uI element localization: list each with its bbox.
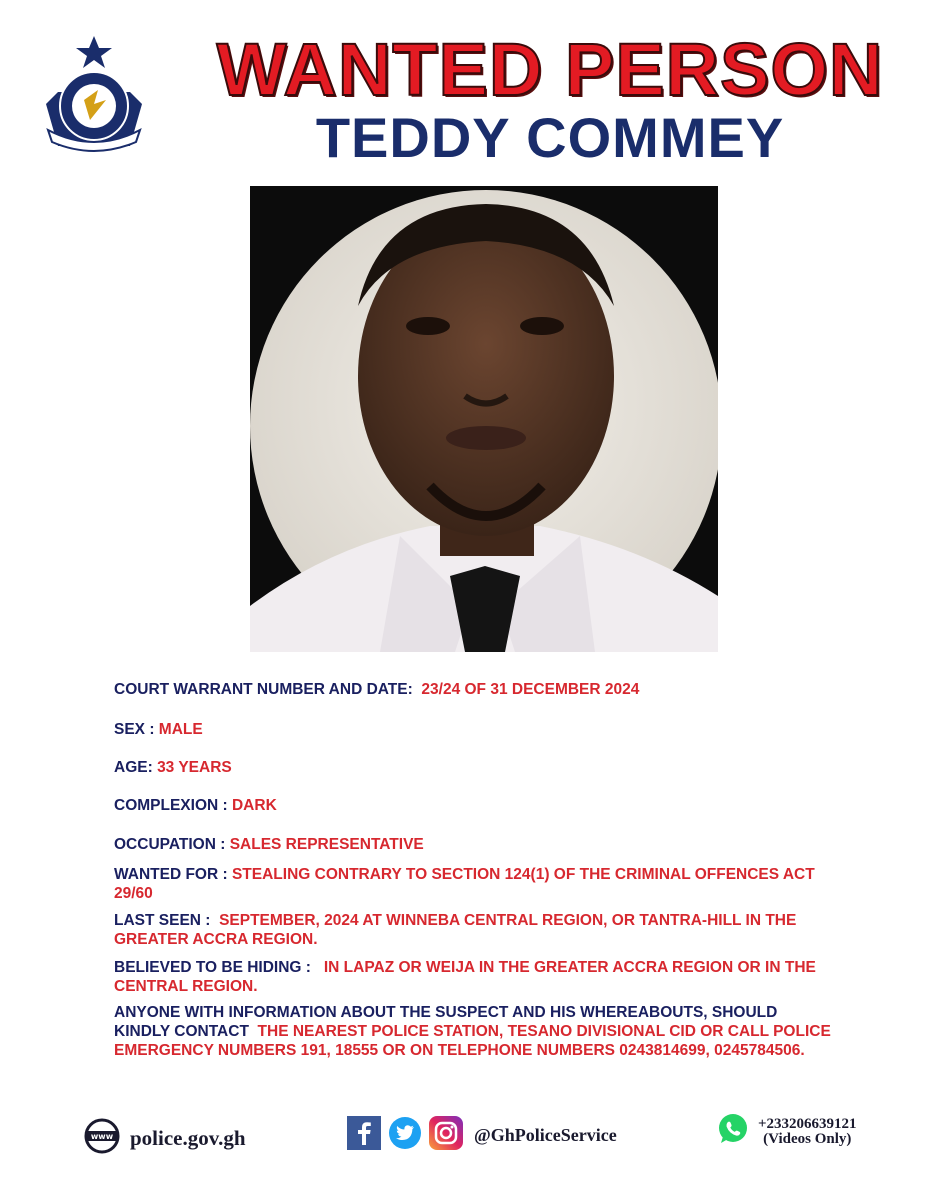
page-title: WANTED PERSON [216, 28, 884, 111]
contact-row [114, 1003, 834, 1060]
occupation-row [114, 835, 424, 854]
suspect-photo [250, 186, 718, 652]
last-seen-row [114, 911, 834, 949]
whatsapp-block[interactable] [716, 1112, 857, 1151]
website-link[interactable]: police.gov.gh [130, 1126, 246, 1150]
whatsapp-note: (Videos Only) [763, 1130, 852, 1147]
contact-label: ANYONE WITH INFORMATION ABOUT THE SUSPECT AND HIS WHEREABOUTS, SHOULD KINDLY CONTACT [114, 1004, 778, 1040]
hiding-value: IN LAPAZ OR WEIJA IN THE GREATER ACCRA REGION OR IN THE CENTRAL REGION. [114, 959, 816, 995]
warrant-row [114, 680, 639, 699]
sex-value: MALE [158, 721, 203, 738]
age-row [114, 758, 232, 777]
svg-text:www: www [90, 1132, 114, 1141]
warrant-label: COURT WARRANT NUMBER AND DATE: [114, 681, 413, 698]
wanted-for-row [114, 865, 834, 903]
contact-value: THE NEAREST POLICE STATION, TESANO DIVISIONAL CID OR CALL POLICE EMERGENCY NUMBERS 191, 18555 OR ON TELEPHONE NUMBERS 0243814699, 0245784506. [114, 1023, 831, 1059]
footer [0, 1112, 943, 1162]
wanted-person-name: TEDDY COMMEY [315, 106, 785, 169]
age-label: AGE: [114, 759, 153, 776]
sex-label: SEX : [114, 721, 155, 738]
wanted-for-value: STEALING CONTRARY TO SECTION 124(1) OF THE CRIMINAL OFFENCES ACT 29/60 [114, 866, 815, 902]
social-handle[interactable]: @GhPoliceService [474, 1125, 617, 1145]
occupation-value: SALES REPRESENTATIVE [229, 836, 424, 853]
hiding-label: BELIEVED TO BE HIDING : [114, 959, 311, 976]
last-seen-value: SEPTEMBER, 2024 AT WINNEBA CENTRAL REGION, OR TANTRA-HILL IN THE GREATER ACCRA REGION. [114, 912, 797, 948]
sex-row [114, 720, 203, 739]
complexion-label: COMPLEXION : [114, 797, 228, 814]
occupation-label: OCCUPATION : [114, 836, 226, 853]
ghana-police-logo [38, 34, 150, 158]
hiding-row [114, 958, 834, 996]
globe-icon [84, 1118, 120, 1159]
whatsapp-number: +233206639121 [758, 1115, 857, 1132]
wanted-for-label: WANTED FOR : [114, 866, 228, 883]
age-value: 33 YEARS [157, 759, 232, 776]
last-seen-label: LAST SEEN : [114, 912, 211, 929]
whatsapp-icon [716, 1112, 750, 1151]
complexion-row [114, 796, 277, 815]
whatsapp-text[interactable] [758, 1117, 857, 1147]
twitter-icon[interactable] [388, 1116, 422, 1155]
social-block [347, 1116, 617, 1155]
complexion-value: DARK [231, 797, 277, 814]
instagram-icon[interactable] [429, 1116, 463, 1155]
warrant-value: 23/24 OF 31 DECEMBER 2024 [421, 681, 640, 698]
facebook-icon[interactable] [347, 1116, 381, 1155]
website-block[interactable] [84, 1118, 246, 1159]
